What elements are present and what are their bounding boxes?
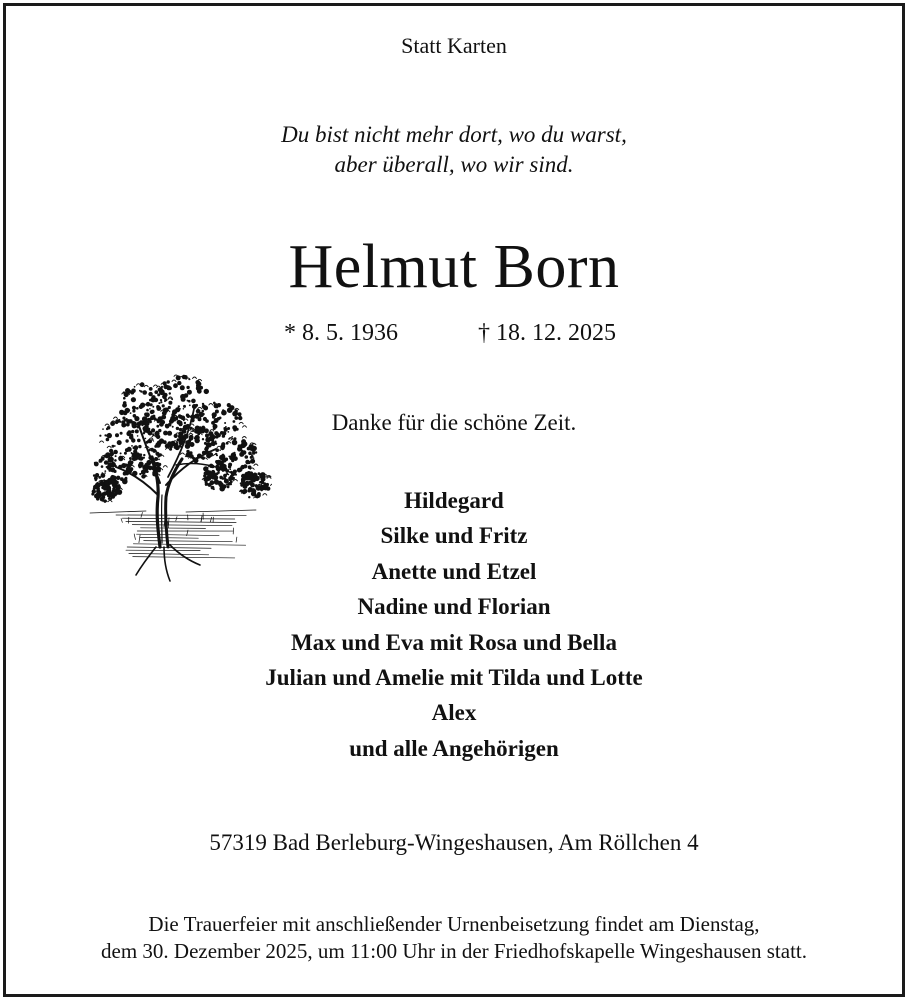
quote-line-1: Du bist nicht mehr dort, wo du warst,: [281, 122, 627, 147]
service-info-line-2: dem 30. Dezember 2025, um 11:00 Uhr in der Friedhofskapelle Wingeshausen statt.: [101, 939, 807, 963]
deceased-name: Helmut Born: [288, 233, 620, 301]
death-date: † 18. 12. 2025: [478, 320, 616, 346]
family-list: [0, 485, 908, 768]
quote-line-2: aber überall, wo wir sind.: [334, 152, 574, 177]
header-note: Statt Karten: [401, 33, 507, 58]
thanks-line: Danke für die schöne Zeit.: [331, 410, 577, 435]
family-member: Alex: [431, 700, 477, 726]
family-member: Anette und Etzel: [371, 558, 537, 584]
service-info-line-1: Die Trauerfeier mit anschließender Urnenbeisetzung findet am Dienstag,: [148, 912, 760, 936]
family-member: Julian und Amelie mit Tilda und Lotte: [265, 664, 643, 690]
family-member: Nadine und Florian: [357, 594, 551, 620]
birth-date: * 8. 5. 1936: [284, 320, 398, 346]
address-line: 57319 Bad Berleburg-Wingeshausen, Am Röllchen 4: [209, 830, 699, 855]
family-member: Silke und Fritz: [380, 523, 528, 549]
family-member: und alle Angehörigen: [349, 735, 559, 761]
family-member: Hildegard: [404, 488, 504, 513]
family-member: Max und Eva mit Rosa und Bella: [291, 629, 617, 655]
